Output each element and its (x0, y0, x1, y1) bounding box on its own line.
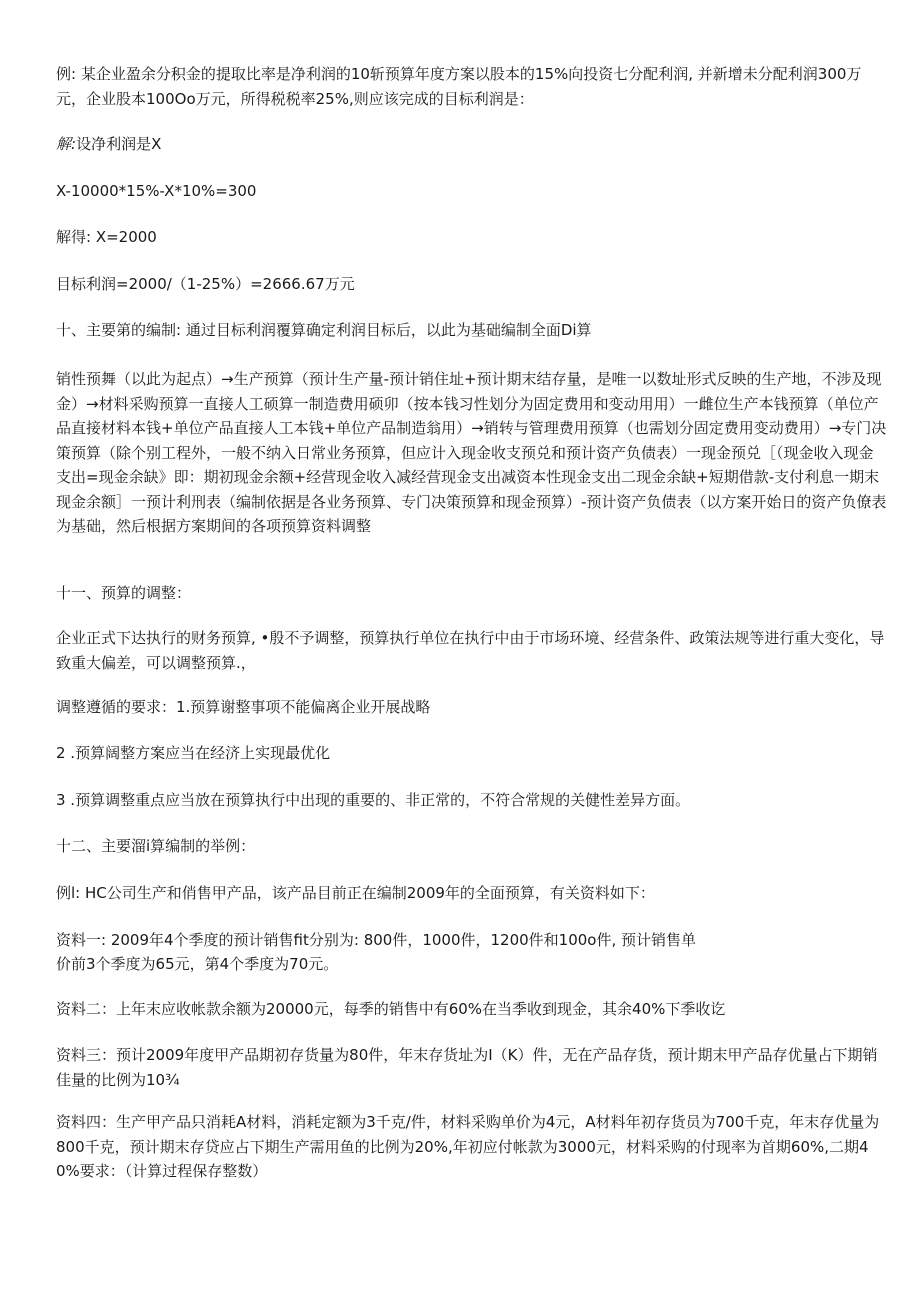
solve-result-line: 解得: X=2000 (56, 228, 157, 246)
section-12-heading: 十二、主要溜i算编制的举例： (56, 837, 256, 855)
material-3: 资料三：预计2009年度甲产品期初存货量为80件，年末存货址为I（K）件，无在产品存货，预计期末甲产品存优量占下期销佳量的比例为10¾ (56, 1046, 878, 1089)
equation-line: X-10000*15%-X*10%=300 (56, 182, 257, 200)
target-profit-line: 目标利润=2000/（1-25%）=2666.67万元 (56, 275, 355, 293)
material-4: 资料四：生产甲产品只消耗A材料，消耗定额为3千克/件，材料采购单价为4元，A材料年初存货员为700千克，年末存优量为800千克，预计期末存贷应占下期生产需用鱼的比例为20%,年初应付帐款为3000元，材料采购的付现率为首期60%,二期40%要求：（计算过程保存整数） (56, 1113, 880, 1180)
material-1-line-2: 价前3个季度为65元，第4个季度为70元。 (56, 955, 339, 973)
section-11-heading: 十一、预算的调整： (56, 584, 192, 602)
material-2: 资料二：上年末应收帐款余额为20000元，每季的销售中有60%在当季收到现金，其余40%下季收讫 (56, 1000, 726, 1018)
adjustment-requirement-2: 2 .预算阔整方案应当在经济上实现最优化 (56, 744, 331, 762)
solution-line (56, 132, 888, 157)
example-problem-text: 例: 某企业盈余分积金的提取比率是净利润的10斩预算年度方案以股本的15%向投资七分配利润, 并新增未分配利润300万元，企业股本100Oo万元，所得税税率25%,则应该完成的目标利润是： (56, 65, 862, 108)
adjustment-requirement-3: 3 .预算调整重点应当放在预算执行中出现的重要的、非正常的，不符合常规的关健性差异方面。 (56, 791, 691, 809)
budget-flow-paragraph: 销性预舞（以此为起点）→生产预算（预计生产量-预计销住址+预计期末结存量，是唯一以数址形式反映的生产地，不涉及现金）→材料采购预算一直接人工硕算一制造费用硕卯（按本钱习性划分为固定费用和变动用用）一雌位生产本钱预算（单位产品直接材料本钱+单位产品直接人工本钱+单位产品制造翁用）→销转与管理费用预算（也需划分固定费用变动费用）→专门决策预算（除个别工程外，一般不纳入日常业务预算，但应计入现金收支预兑和预计资产负债表）一现金预兑［（现金收入现金支出=现金余缺》即：期初现金余额+经营现金收入减经营现金支出减资本性现金支出二现金余缺+短期借款-支付利息一期末现金余额］一预计利刑表（编制依据是各业务预算、专门决策预算和现金预算）-预计资产负债表（以方案开始日的资产负僚表为基础，然后根据方案期间的各项预算资料调整 (56, 370, 887, 535)
solution-text: 设净利润是X (76, 135, 162, 153)
solution-label: 解: (56, 135, 77, 153)
adjustment-requirement-1: 调整遵循的要求：1.预算谢整事项不能偏离企业开展战略 (56, 698, 431, 716)
section-10-heading: 十、主要第的编制: 通过目标利润覆算确定利润目标后，以此为基础编制全面Di算 (56, 321, 592, 339)
material-1-line-1: 资料一: 2009年4个季度的预计销售fit分别为: 800件，1000件，1200件和100o件, 预计销售单 (56, 931, 697, 949)
example-1-intro: 例l: HC公司生产和俏售甲产品，该产品目前正在编制2009年的全面预算，有关资料如下： (56, 884, 655, 902)
adjustment-paragraph: 企业正式下达执行的财务预算, •殷不予调整，预算执行单位在执行中由于市场环境、经营条件、政策法规等进行重大变化，导致重大偏差，可以调整预算.， (56, 629, 885, 672)
